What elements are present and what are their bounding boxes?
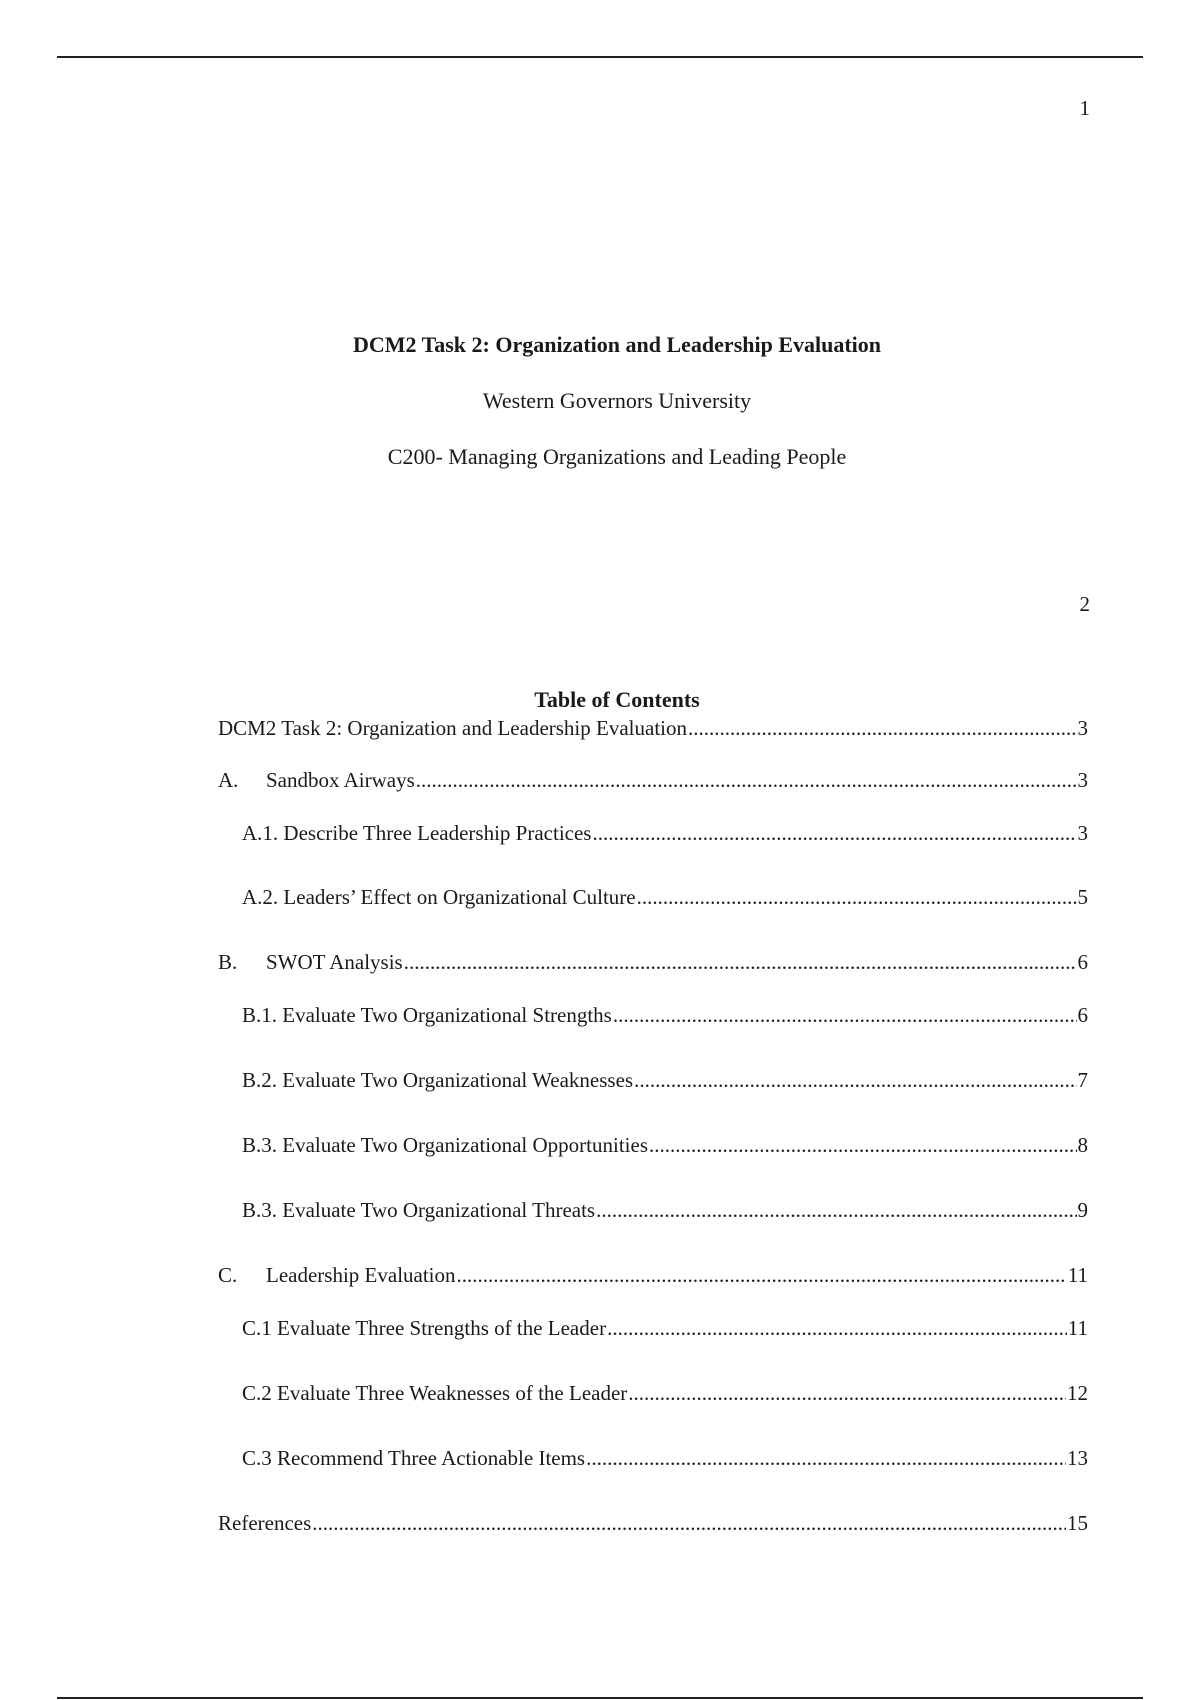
- toc-leader-dots: [634, 1068, 1076, 1093]
- toc-entry[interactable]: [242, 1381, 1088, 1406]
- toc-entry-page: 11: [1067, 1263, 1088, 1287]
- toc-entry-page: 3: [1077, 821, 1088, 845]
- toc-entry[interactable]: [218, 1511, 1088, 1536]
- toc-entry-page: 6: [1077, 1003, 1088, 1027]
- document-title: DCM2 Task 2: Organization and Leadership Evaluation: [352, 332, 882, 357]
- toc-entry-text: Leadership Evaluation: [266, 1263, 456, 1287]
- toc-leader-dots: [592, 821, 1076, 846]
- toc-leader-dots: [613, 1003, 1077, 1028]
- toc-entry[interactable]: [218, 1263, 1088, 1288]
- toc-entry-page: 6: [1077, 950, 1088, 974]
- toc-entry-label: [218, 1263, 456, 1288]
- toc-leader-dots: [628, 1381, 1066, 1406]
- toc-entry[interactable]: [218, 768, 1088, 793]
- toc-leader-dots: [649, 1133, 1076, 1158]
- toc-entry-page: 9: [1077, 1198, 1088, 1222]
- toc-leader-dots: [404, 950, 1077, 975]
- toc-entry-page: 12: [1067, 1381, 1088, 1405]
- toc-entry[interactable]: [242, 1446, 1088, 1471]
- toc-leader-dots: [688, 716, 1077, 741]
- toc-entry[interactable]: [242, 1133, 1088, 1158]
- toc-entry-page: 7: [1077, 1068, 1088, 1092]
- toc-entry-label: A.2. Leaders’ Effect on Organizational Culture: [242, 885, 636, 909]
- toc-heading: Table of Contents: [534, 687, 700, 712]
- toc-leader-dots: [312, 1511, 1066, 1536]
- toc-entry-prefix: A.: [218, 768, 239, 792]
- toc-leader-dots: [596, 1198, 1076, 1223]
- toc-entry-label: [218, 768, 415, 793]
- toc-entry[interactable]: [242, 885, 1088, 910]
- toc-entry-label: B.1. Evaluate Two Organizational Strengths: [242, 1003, 612, 1027]
- toc-leader-dots: [416, 768, 1077, 793]
- bottom-rule: [57, 1697, 1143, 1699]
- toc-entry-page: 3: [1077, 768, 1088, 792]
- toc-leader-dots: [457, 1263, 1067, 1288]
- institution-name: Western Governors University: [482, 388, 752, 413]
- page-number-1: 1: [1079, 96, 1090, 120]
- toc-entry-label: A.1. Describe Three Leadership Practices: [242, 821, 592, 845]
- toc-entry-page: 13: [1067, 1446, 1088, 1470]
- toc-entry-label: C.1 Evaluate Three Strengths of the Leader: [242, 1316, 607, 1340]
- toc-entry-page: 3: [1077, 716, 1088, 740]
- toc-entry[interactable]: [242, 1003, 1088, 1028]
- course-name: C200- Managing Organizations and Leading People: [387, 444, 847, 469]
- toc-entry-page: 8: [1077, 1133, 1088, 1157]
- toc-entry-prefix: B.: [218, 950, 238, 974]
- toc-entry[interactable]: [218, 950, 1088, 975]
- toc-entry-label: B.3. Evaluate Two Organizational Threats: [242, 1198, 596, 1222]
- toc-entry[interactable]: [242, 821, 1088, 846]
- toc-entry-label: B.3. Evaluate Two Organizational Opportunities: [242, 1133, 649, 1157]
- toc-entry[interactable]: [242, 1316, 1088, 1341]
- page-number-2: 2: [1079, 592, 1090, 616]
- toc-leader-dots: [607, 1316, 1067, 1341]
- toc-leader-dots: [586, 1446, 1066, 1471]
- toc-entry-label: C.3 Recommend Three Actionable Items: [242, 1446, 586, 1470]
- top-rule: [57, 56, 1143, 58]
- toc-entry-prefix: C.: [218, 1263, 238, 1287]
- toc-entry-page: 15: [1067, 1511, 1088, 1535]
- toc-leader-dots: [637, 885, 1077, 910]
- toc-entry[interactable]: [218, 716, 1088, 741]
- toc-entry-page: 5: [1077, 885, 1088, 909]
- toc-entry[interactable]: [242, 1068, 1088, 1093]
- toc-entry-label: DCM2 Task 2: Organization and Leadership Evaluation: [218, 716, 687, 740]
- toc-entry-label: B.2. Evaluate Two Organizational Weaknesses: [242, 1068, 634, 1092]
- toc-entry-label: References: [218, 1511, 312, 1535]
- toc-entry-label: C.2 Evaluate Three Weaknesses of the Leader: [242, 1381, 628, 1405]
- toc-entry[interactable]: [242, 1198, 1088, 1223]
- toc-entry-page: 11: [1067, 1316, 1088, 1340]
- toc-entry-label: [218, 950, 403, 975]
- toc-entry-text: SWOT Analysis: [266, 950, 403, 974]
- toc-entry-text: Sandbox Airways: [266, 768, 415, 792]
